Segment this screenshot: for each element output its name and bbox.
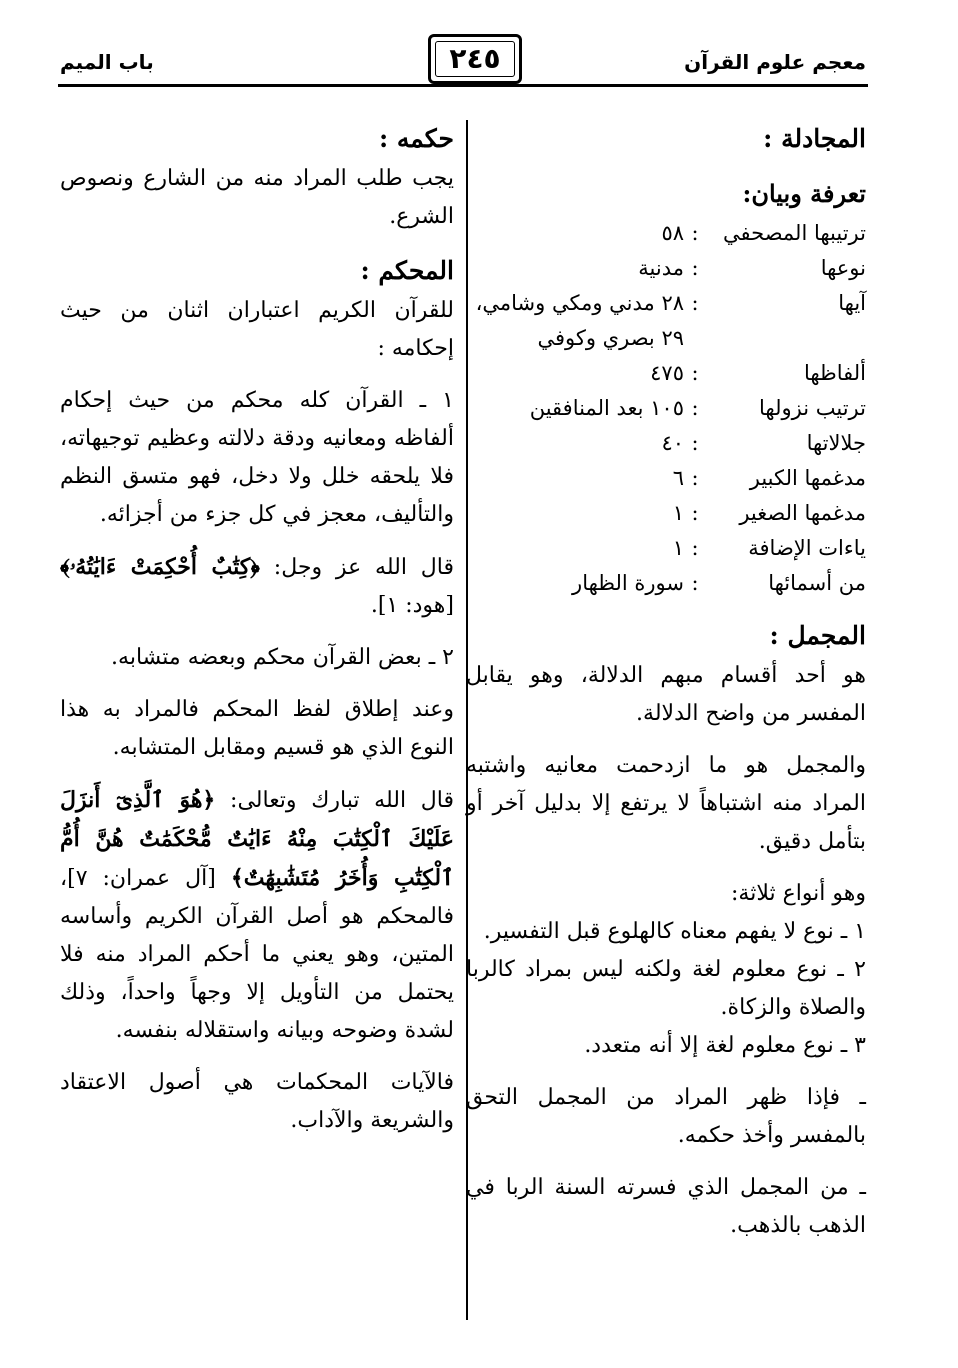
quran-verse: ﴿هُوَ ٱلَّذِىٓ أَنزَلَ عَلَيْكَ ٱلْكِتَٰبَ مِنْهُ ءَايَٰتٌ مُّحْكَمَٰتٌ هُنَّ أُمُّ ٱلْكِتَٰبِ وَأُخَرُ مُتَشَٰبِهَٰتٌ﴾ (60, 787, 454, 891)
paragraph: والمجمل هو ما ازدحمت معانيه واشتبه المراد منه اشتباهاً لا يرتفع إلا بدليل آخر أو بتأمل دقيق. (466, 753, 866, 854)
fact-row: ألفاظها : ٤٧٥ (650, 361, 866, 385)
fact-row: ترتيبها المصحفي : ٥٨ (661, 221, 866, 245)
paragraph: يجب طلب المراد منه من الشارع ونصوص الشرع. (60, 166, 454, 229)
entry-heading-mujmal: المجمل : (769, 621, 866, 650)
subheading-definition: تعرفة وبيان: (742, 179, 866, 208)
paragraph: وهو أنواع ثلاثة: (731, 881, 866, 906)
left-column (60, 118, 454, 1140)
entry-heading-mujadala: المجادلة : (763, 124, 866, 153)
list-item: ٣ ـ نوع معلوم لغة إلا أنه متعدد. (584, 1033, 866, 1058)
paragraph-with-verse: قال الله تبارك وتعالى: ﴿هُوَ ٱلَّذِىٓ أَنزَلَ عَلَيْكَ ٱلْكِتَٰبَ مِنْهُ ءَايَٰتٌ مُّحْكَمَٰتٌ هُنَّ أُمُّ ٱلْكِتَٰبِ وَأُخَرُ مُتَشَٰبِهَٰتٌ﴾ [آل عمران: ٧]، فالمحكم هو أصل القرآن الكريم وأساسه المتين، وهو يعني ما أحكم المراد منه فلا يحتمل من التأويل إلا وجهاً واحداً، وذلك لشدة وضوحه وبيانه واستقلاله بنفسه. (60, 787, 454, 1043)
paragraph: ١ ـ القرآن كله محكم من حيث إحكام ألفاظه ومعانيه ودقة دلالته وعظيم توجيهاته، فلا يلحقه خلل ولا دخل، فهو متسق النظم والتأليف، معجز في كل جزء من أجزائه. (60, 388, 454, 527)
fact-row: ٢٩ بصري وكوفي (537, 326, 684, 350)
header-rule (58, 84, 868, 87)
paragraph: فالآيات المحكمات هي أصول الاعتقاد والشريعة والآداب. (60, 1070, 454, 1133)
quran-verse: ﴿كِتَٰبٌ أُحْكِمَتْ ءَايَٰتُهُۥ﴾ (60, 554, 260, 580)
fact-row: ياءات الإضافة : ١ (672, 536, 866, 560)
paragraph: ـ فإذا ظهر المراد من المجمل التحق بالمفسر وأخذ حكمه. (466, 1085, 866, 1148)
paragraph-with-verse: قال الله عز وجل: ﴿كِتَٰبٌ أُحْكِمَتْ ءَايَٰتُهُۥ﴾ [هود: ١]. (60, 554, 454, 618)
paragraph: وعند إطلاق لفظ المحكم فالمراد به هذا النوع الذي هو قسيم ومقابل المتشابه. (60, 697, 454, 760)
page-number: ٢٤٥ (428, 34, 522, 84)
fact-row: نوعها : مدنية (638, 256, 866, 280)
paragraph: هو أحد أقسام مبهم الدلالة، وهو يقابل المفسر من واضح الدلالة. (466, 663, 866, 726)
entry-heading-muhkam: المحكم : (360, 256, 454, 285)
fact-row: مدغمها الكبير : ٦ (672, 466, 866, 490)
list-item: ٢ ـ نوع معلوم لغة ولكنه ليس بمراد كالربا والصلاة والزكاة. (466, 957, 866, 1020)
fact-row: مدغمها الصغير : ١ (672, 501, 866, 525)
book-title: معجم علوم القرآن (684, 50, 866, 74)
paragraph: ـ من المجمل الذي فسرته السنة الربا في الذهب بالذهب. (466, 1175, 866, 1238)
fact-row: آيها : ٢٨ مدني ومكي وشامي، (475, 291, 866, 315)
fact-row: جلالاتها : ٤٠ (661, 431, 866, 455)
chapter-title: باب الميم (60, 50, 154, 74)
fact-row: من أسمائها : سورة الظهار (572, 571, 866, 595)
surah-facts-table (466, 216, 866, 601)
fact-row: ترتيب نزولها : ١٠٥ بعد المنافقين (529, 396, 866, 420)
paragraph: ٢ ـ بعض القرآن محكم وبعضه متشابه. (111, 645, 454, 670)
entry-heading-hukmuhu: حكمه : (378, 124, 454, 153)
list-item: ١ ـ نوع لا يفهم معناه كالهلوع قبل التفسير. (483, 919, 866, 944)
paragraph: للقرآن الكريم اعتباران اثنان من حيث إحكامه : (60, 298, 454, 361)
right-column (466, 118, 866, 1245)
